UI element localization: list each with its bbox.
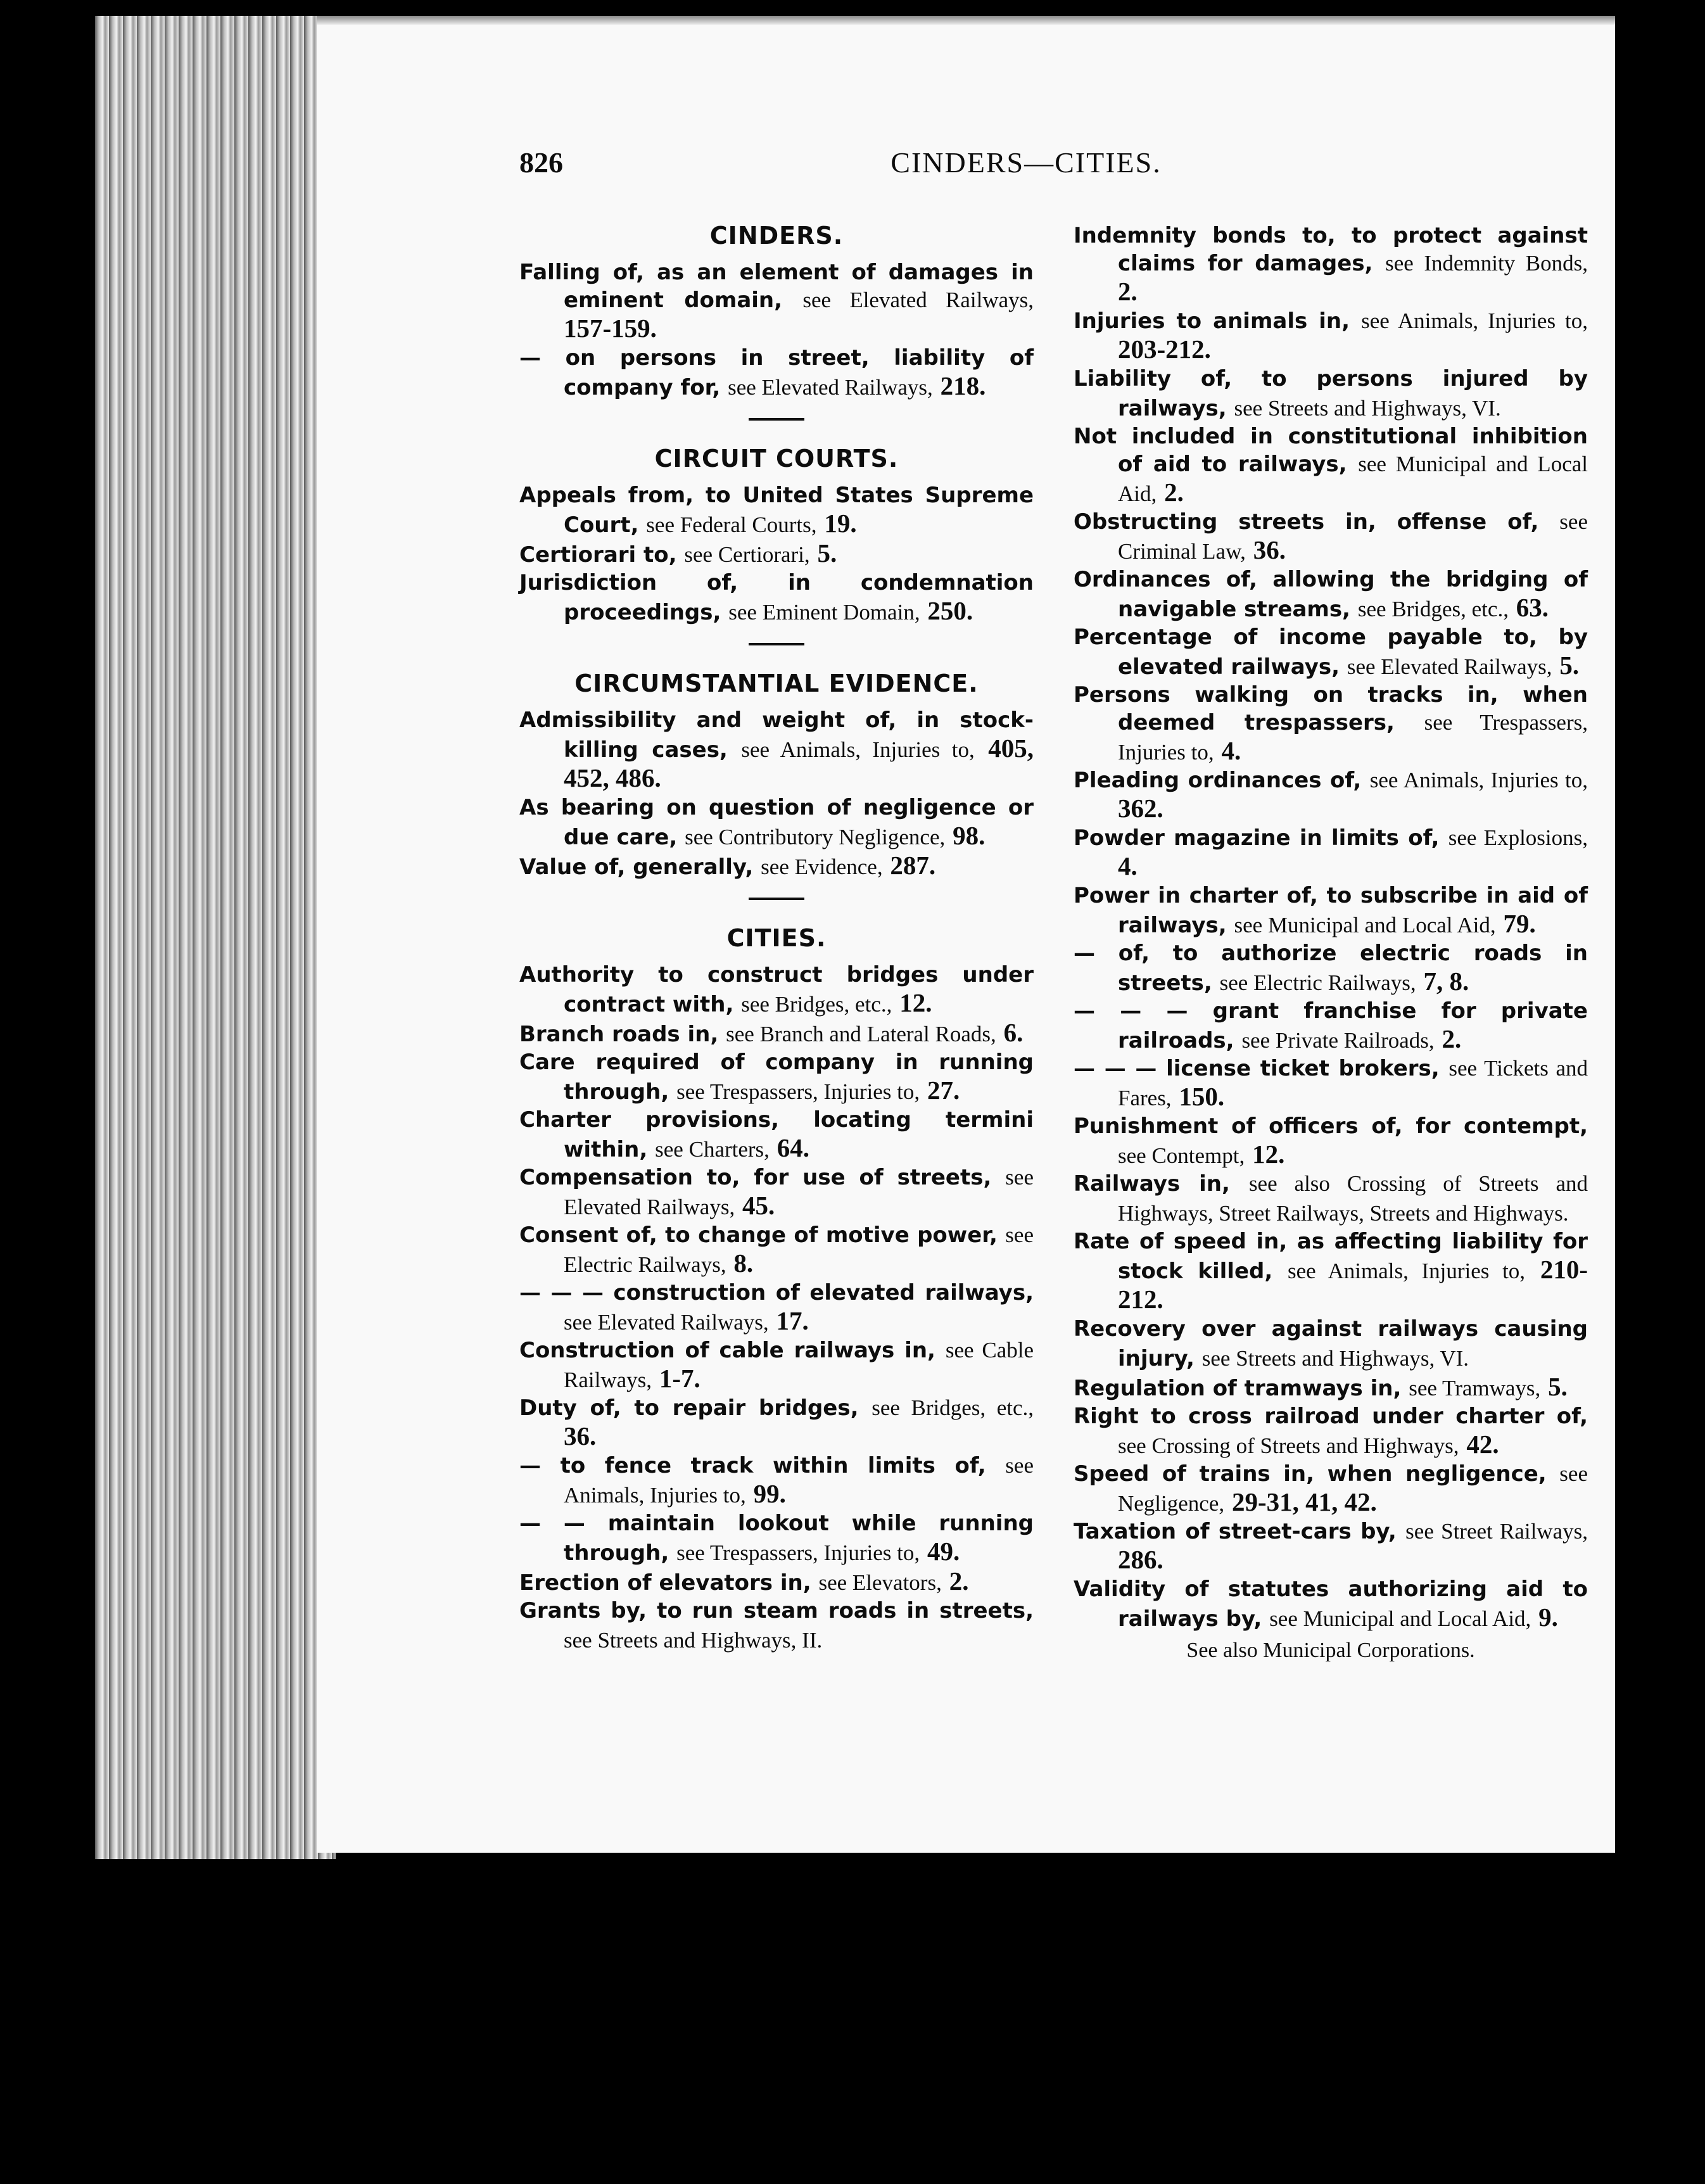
- index-entry: [1074, 681, 1588, 766]
- entry-text: Punishment of officers of, for contempt,: [1074, 1114, 1588, 1139]
- entry-text: — — maintain lookout while running through,: [519, 1511, 1034, 1566]
- right-column: [1074, 222, 1588, 1665]
- entry-text: Taxation of street-cars by,: [1074, 1519, 1397, 1544]
- see-also-note: See also Municipal Corporations.: [1186, 1639, 1475, 1662]
- entry-reference-number: 19.: [824, 509, 857, 538]
- entry-text: Authority to construct bridges under contract with,: [519, 962, 1034, 1017]
- entry-reference-number: 27.: [927, 1076, 960, 1105]
- entry-text: — — — license ticket brokers,: [1074, 1056, 1440, 1081]
- entry-cross-reference: see Streets and Highways, VI.: [1234, 396, 1501, 421]
- entry-reference-number: 5.: [1548, 1372, 1568, 1401]
- entry-text: Appeals from, to United States Supreme Court,: [519, 483, 1034, 538]
- entry-text: — of, to authorize electric roads in streets,: [1074, 941, 1588, 996]
- entry-text: Power in charter of, to subscribe in aid of railways,: [1074, 883, 1588, 938]
- entry-text: Pleading ordinances of,: [1074, 768, 1362, 793]
- index-entry: [519, 1048, 1034, 1106]
- entry-reference-number: 98.: [953, 821, 986, 850]
- entry-text: Jurisdiction of, in condemnation proceedings,: [519, 570, 1034, 625]
- entry-text: Grants by, to run steam roads in streets,: [519, 1598, 1034, 1623]
- entry-cross-reference: see Elevated Railways,: [564, 1310, 769, 1335]
- index-entry: [1074, 623, 1588, 681]
- index-entry: [1074, 766, 1588, 824]
- entry-text: Not included in constitutional inhibition of aid to railways,: [1074, 424, 1588, 477]
- entry-cross-reference: see Bridges, etc.,: [1357, 597, 1509, 621]
- entry-reference-number: 79.: [1503, 909, 1536, 938]
- index-entry: [519, 481, 1034, 539]
- entry-reference-number: 9.: [1538, 1603, 1558, 1632]
- entry-cross-reference: see Branch and Lateral Roads,: [726, 1022, 996, 1046]
- entry-reference-number: 6.: [1003, 1018, 1024, 1047]
- entry-cross-reference: see Animals, Injuries to,: [1288, 1259, 1526, 1283]
- entry-cross-reference: see Negligence,: [1118, 1461, 1588, 1516]
- entry-cross-reference: see Trespassers, Injuries to,: [676, 1540, 920, 1565]
- entry-cross-reference: see Elevated Railways,: [1347, 654, 1552, 679]
- index-entry: [519, 961, 1034, 1019]
- entry-reference-number: 210-212.: [1118, 1255, 1588, 1314]
- book-page: [317, 16, 1615, 1853]
- entry-text: Recovery over against railways causing injury,: [1074, 1316, 1588, 1371]
- entry-text: Right to cross railroad under charter of,: [1074, 1404, 1588, 1429]
- index-entry: [1074, 1402, 1588, 1460]
- entry-reference-number: 362.: [1118, 794, 1163, 823]
- entry-cross-reference: see Charters,: [655, 1137, 770, 1162]
- index-entry: [1074, 939, 1588, 997]
- index-entry: [519, 539, 1034, 569]
- entry-text: Indemnity bonds to, to protect against claims for damages,: [1074, 223, 1588, 276]
- index-entry: [1074, 997, 1588, 1055]
- index-entry: [1074, 1460, 1588, 1518]
- entry-cross-reference: see Electric Railways,: [564, 1222, 1034, 1277]
- entry-cross-reference: see Animals, Injuries to,: [1361, 308, 1588, 333]
- entry-cross-reference: see Criminal Law,: [1118, 509, 1588, 564]
- running-head: [519, 146, 1533, 184]
- entry-reference-number: 7, 8.: [1423, 967, 1469, 996]
- entry-reference-number: 29-31, 41, 42.: [1231, 1487, 1377, 1516]
- index-entry: [519, 258, 1034, 344]
- index-entry: [519, 1394, 1034, 1452]
- index-entry: [519, 1597, 1034, 1654]
- index-entry: [519, 569, 1034, 626]
- running-title: CINDERS—CITIES.: [891, 146, 1162, 179]
- entry-cross-reference: see Evidence,: [761, 854, 883, 879]
- entry-cross-reference: see Elevators,: [818, 1570, 942, 1595]
- entry-text: Obstructing streets in, offense of,: [1074, 509, 1539, 535]
- entry-cross-reference: see Tramways,: [1409, 1376, 1541, 1400]
- entry-cross-reference: see Bridges, etc.,: [872, 1395, 1034, 1420]
- entry-text: Injuries to animals in,: [1074, 308, 1350, 334]
- entry-cross-reference: see Tickets and Fares,: [1118, 1056, 1588, 1110]
- entry-text: Rate of speed in, as affecting liability for stock killed,: [1074, 1229, 1588, 1284]
- entry-cross-reference: see Municipal and Local Aid,: [1269, 1606, 1531, 1631]
- entry-reference-number: 287.: [890, 851, 936, 880]
- entry-cross-reference: see Animals, Injuries to,: [564, 1453, 1034, 1508]
- index-entry: [1074, 1575, 1588, 1633]
- entry-text: Admissibility and weight of, in stock-killing cases,: [519, 708, 1034, 763]
- entry-text: Certiorari to,: [519, 542, 677, 568]
- entry-cross-reference: see Contempt,: [1118, 1143, 1245, 1168]
- entry-reference-number: 2.: [1442, 1024, 1462, 1053]
- entry-text: Speed of trains in, when negligence,: [1074, 1461, 1547, 1487]
- entry-text: Falling of, as an element of damages in eminent domain,: [519, 260, 1034, 313]
- entry-text: — to fence track within limits of,: [519, 1453, 986, 1478]
- index-entry: [1074, 422, 1588, 508]
- entry-cross-reference: see Municipal and Local Aid,: [1118, 452, 1588, 506]
- entry-cross-reference: see Indemnity Bonds,: [1385, 251, 1588, 276]
- index-entry: [519, 1567, 1034, 1597]
- entry-reference-number: 157-159.: [564, 314, 657, 343]
- index-entry: [1074, 1228, 1588, 1315]
- entry-text: Care required of company in running through,: [519, 1050, 1034, 1105]
- index-entry: [1074, 882, 1588, 939]
- entry-cross-reference: see Trespassers, Injuries to,: [1118, 710, 1588, 765]
- index-entry: [519, 1452, 1034, 1509]
- entry-reference-number: 17.: [776, 1306, 809, 1335]
- section-heading: CINDERS.: [709, 222, 844, 250]
- index-entry: [519, 794, 1034, 851]
- index-entry: [1074, 1112, 1588, 1170]
- index-entry: [1074, 824, 1588, 882]
- entry-cross-reference: see Streets and Highways, VI.: [1201, 1346, 1469, 1371]
- entry-cross-reference: see Eminent Domain,: [728, 600, 920, 625]
- entry-cross-reference: see Electric Railways,: [1219, 970, 1416, 995]
- entry-cross-reference: see Crossing of Streets and Highways,: [1118, 1433, 1459, 1458]
- entry-reference-number: 405, 452, 486.: [564, 733, 1034, 792]
- entry-cross-reference: see Elevated Railways,: [564, 1165, 1034, 1219]
- index-entry: [519, 851, 1034, 881]
- entry-text: As bearing on question of negligence or due care,: [519, 795, 1034, 850]
- index-entry: [1074, 1518, 1588, 1575]
- entry-cross-reference: see Animals, Injuries to,: [1369, 768, 1588, 792]
- entry-text: — — — grant franchise for private railroads,: [1074, 998, 1588, 1053]
- index-entry: [519, 344, 1034, 402]
- entry-text: Regulation of tramways in,: [1074, 1376, 1402, 1401]
- entry-reference-number: 36.: [564, 1421, 597, 1451]
- entry-cross-reference: see Trespassers, Injuries to,: [676, 1079, 920, 1104]
- entry-cross-reference: see Private Railroads,: [1241, 1028, 1435, 1053]
- index-entry: [1074, 365, 1588, 422]
- entry-reference-number: 4.: [1221, 736, 1241, 765]
- section-heading: CITIES.: [726, 924, 827, 952]
- entry-cross-reference: see Federal Courts,: [646, 512, 817, 537]
- entry-reference-number: 1-7.: [659, 1364, 700, 1393]
- entry-cross-reference: see Bridges, etc.,: [741, 992, 892, 1017]
- entry-reference-number: 2.: [949, 1566, 969, 1596]
- page-number: 826: [519, 146, 563, 179]
- section-heading: CIRCUMSTANTIAL EVIDENCE.: [574, 670, 979, 697]
- entry-reference-number: 42.: [1466, 1430, 1499, 1459]
- entry-text: Ordinances of, allowing the bridging of navigable streams,: [1074, 567, 1588, 622]
- entry-text: Compensation to, for use of streets,: [519, 1165, 992, 1190]
- index-entry: [1074, 307, 1588, 365]
- entry-cross-reference: see Cable Railways,: [564, 1338, 1034, 1392]
- entry-reference-number: 5.: [1559, 651, 1580, 680]
- entry-reference-number: 2.: [1164, 478, 1184, 507]
- entry-cross-reference: see Animals, Injuries to,: [741, 737, 975, 762]
- index-entry: [519, 1106, 1034, 1164]
- index-entry: [1074, 1170, 1588, 1228]
- entry-reference-number: 5.: [817, 538, 837, 568]
- section-divider: [749, 643, 804, 645]
- index-entry: [1074, 508, 1588, 566]
- entry-reference-number: 36.: [1253, 535, 1286, 564]
- entry-text: Charter provisions, locating termini within,: [519, 1107, 1034, 1162]
- entry-reference-number: 250.: [927, 596, 973, 625]
- entry-text: Validity of statutes authorizing aid to railways by,: [1074, 1577, 1588, 1632]
- section-heading: CIRCUIT COURTS.: [654, 445, 899, 473]
- entry-reference-number: 218.: [940, 371, 986, 400]
- entry-reference-number: 49.: [927, 1537, 960, 1566]
- entry-text: Erection of elevators in,: [519, 1570, 811, 1596]
- index-entry: [519, 1164, 1034, 1221]
- entry-reference-number: 150.: [1179, 1082, 1225, 1111]
- index-entry: [519, 706, 1034, 794]
- entry-text: — — — construction of elevated railways,: [519, 1280, 1034, 1305]
- page-top-edge: [317, 16, 1615, 25]
- entry-reference-number: 203-212.: [1118, 334, 1211, 364]
- entry-cross-reference: see Elevated Railways,: [728, 375, 933, 400]
- entry-cross-reference: see Streets and Highways, II.: [564, 1628, 823, 1653]
- entry-text: Value of, generally,: [519, 854, 754, 880]
- entry-cross-reference: see Explosions,: [1448, 825, 1588, 850]
- index-entry: [1074, 222, 1588, 307]
- entry-cross-reference: see Elevated Railways,: [802, 288, 1034, 312]
- entry-text: Railways in,: [1074, 1171, 1230, 1197]
- entry-reference-number: 12.: [1252, 1140, 1285, 1169]
- index-entry: [519, 1509, 1034, 1567]
- entry-text: Duty of, to repair bridges,: [519, 1395, 859, 1421]
- entry-text: Percentage of income payable to, by elevated railways,: [1074, 625, 1588, 680]
- entry-cross-reference: see Contributory Negligence,: [685, 825, 946, 849]
- section-divider: [749, 898, 804, 900]
- entry-cross-reference: see Certiorari,: [684, 542, 810, 567]
- entry-reference-number: 286.: [1118, 1545, 1163, 1574]
- entry-reference-number: 63.: [1516, 593, 1549, 622]
- entry-text: Persons walking on tracks in, when deemed trespassers,: [1074, 682, 1588, 735]
- entry-reference-number: 99.: [753, 1479, 786, 1508]
- index-entry: [1074, 1055, 1588, 1112]
- entry-cross-reference: see Street Railways,: [1405, 1519, 1588, 1544]
- entry-text: Powder magazine in limits of,: [1074, 825, 1440, 851]
- section-divider: [749, 418, 804, 421]
- book-page-edges: [95, 16, 336, 1859]
- index-entry: [1074, 1315, 1588, 1373]
- index-entry: [1074, 566, 1588, 623]
- entry-reference-number: 64.: [776, 1133, 810, 1162]
- entry-cross-reference: see also Crossing of Streets and Highways, Street Railways, Streets and Highways.: [1118, 1171, 1588, 1226]
- entry-reference-number: 4.: [1118, 851, 1138, 880]
- index-entry: [519, 1221, 1034, 1279]
- index-entry: [519, 1279, 1034, 1336]
- left-column: [519, 222, 1034, 1654]
- entry-text: Liability of, to persons injured by railways,: [1074, 366, 1588, 421]
- entry-reference-number: 12.: [899, 988, 932, 1017]
- entry-text: Construction of cable railways in,: [519, 1338, 935, 1363]
- entry-reference-number: 45.: [742, 1191, 775, 1220]
- entry-reference-number: 8.: [733, 1248, 754, 1278]
- entry-text: Branch roads in,: [519, 1022, 719, 1047]
- entry-reference-number: 2.: [1118, 277, 1138, 306]
- index-entry: [1074, 1373, 1588, 1402]
- index-entry: [519, 1019, 1034, 1048]
- entry-text: — on persons in street, liability of company for,: [519, 345, 1034, 400]
- entry-text: Consent of, to change of motive power,: [519, 1222, 998, 1248]
- entry-cross-reference: see Municipal and Local Aid,: [1234, 913, 1496, 937]
- index-entry: [519, 1336, 1034, 1394]
